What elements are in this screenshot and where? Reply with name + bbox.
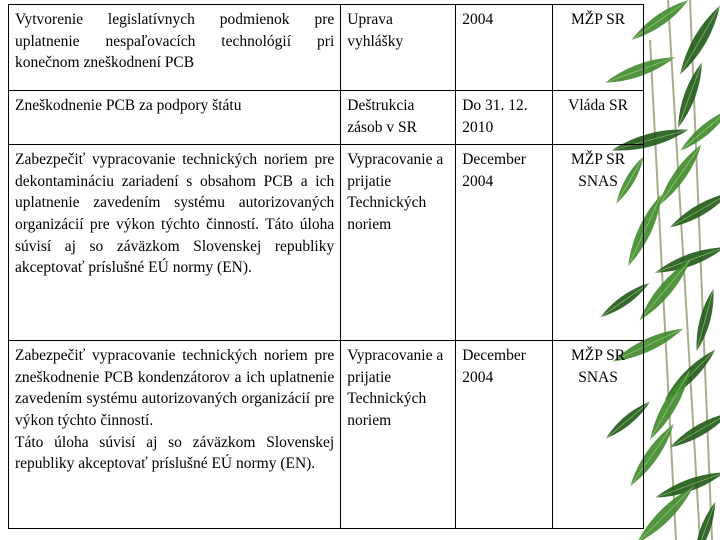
activity-text: Zabezpečiť vypracovanie technických noriem pre zneškodnenie PCB kondenzátorov a ich uplatnenie zavedením systému autorizovaných organizácií pre výkon týchto činností. <box>15 347 335 429</box>
activity-text: Zneškodnenie PCB za podpory štátu <box>15 97 242 114</box>
deadline-cell: December 2004 <box>456 341 553 529</box>
responsible-cell: MŽP SR SNAS <box>553 341 644 529</box>
responsible-cell: MŽP SR <box>553 5 644 91</box>
activity-cell <box>9 5 341 91</box>
measure-cell: Uprava vyhlášky <box>341 5 456 91</box>
deadline-cell: December 2004 <box>456 145 553 341</box>
table-row <box>9 5 644 91</box>
activity-cell <box>9 145 341 341</box>
table-row <box>9 91 644 145</box>
deadline-cell: Do 31. 12. 2010 <box>456 91 553 145</box>
table-row <box>9 341 644 529</box>
activity-text: Zabezpečiť vypracovanie technických noriem pre dekontamináciu zariadení s obsahom PCB a ich uplatnenie zavedením systému autorizovaných organizácií pre výkon týchto činností. Táto úloha súvisí aj so záväzkom Slovenskej republiky akceptovať príslušné EÚ normy (EN). <box>15 151 335 277</box>
activity-cell <box>9 341 341 529</box>
responsible-cell: MŽP SR SNAS <box>553 145 644 341</box>
measure-cell: Vypracovanie a prijatie Technických noriem <box>341 145 456 341</box>
activity-cell <box>9 91 341 145</box>
activity-text: Vytvorenie legislatívnych podmienok pre uplatnenie nespaľovacích technológií pri konečnom zneškodnení PCB <box>15 11 335 72</box>
activity-text: Táto úloha súvisí aj so záväzkom Slovenskej republiky akceptovať príslušné EÚ normy (EN). <box>15 433 335 473</box>
deadline-cell: 2004 <box>456 5 553 91</box>
measures-table <box>8 4 644 529</box>
measure-cell: Deštrukcia zásob v SR <box>341 91 456 145</box>
responsible-cell: Vláda SR <box>553 91 644 145</box>
measure-cell: Vypracovanie a prijatie Technických noriem <box>341 341 456 529</box>
table-row <box>9 145 644 341</box>
